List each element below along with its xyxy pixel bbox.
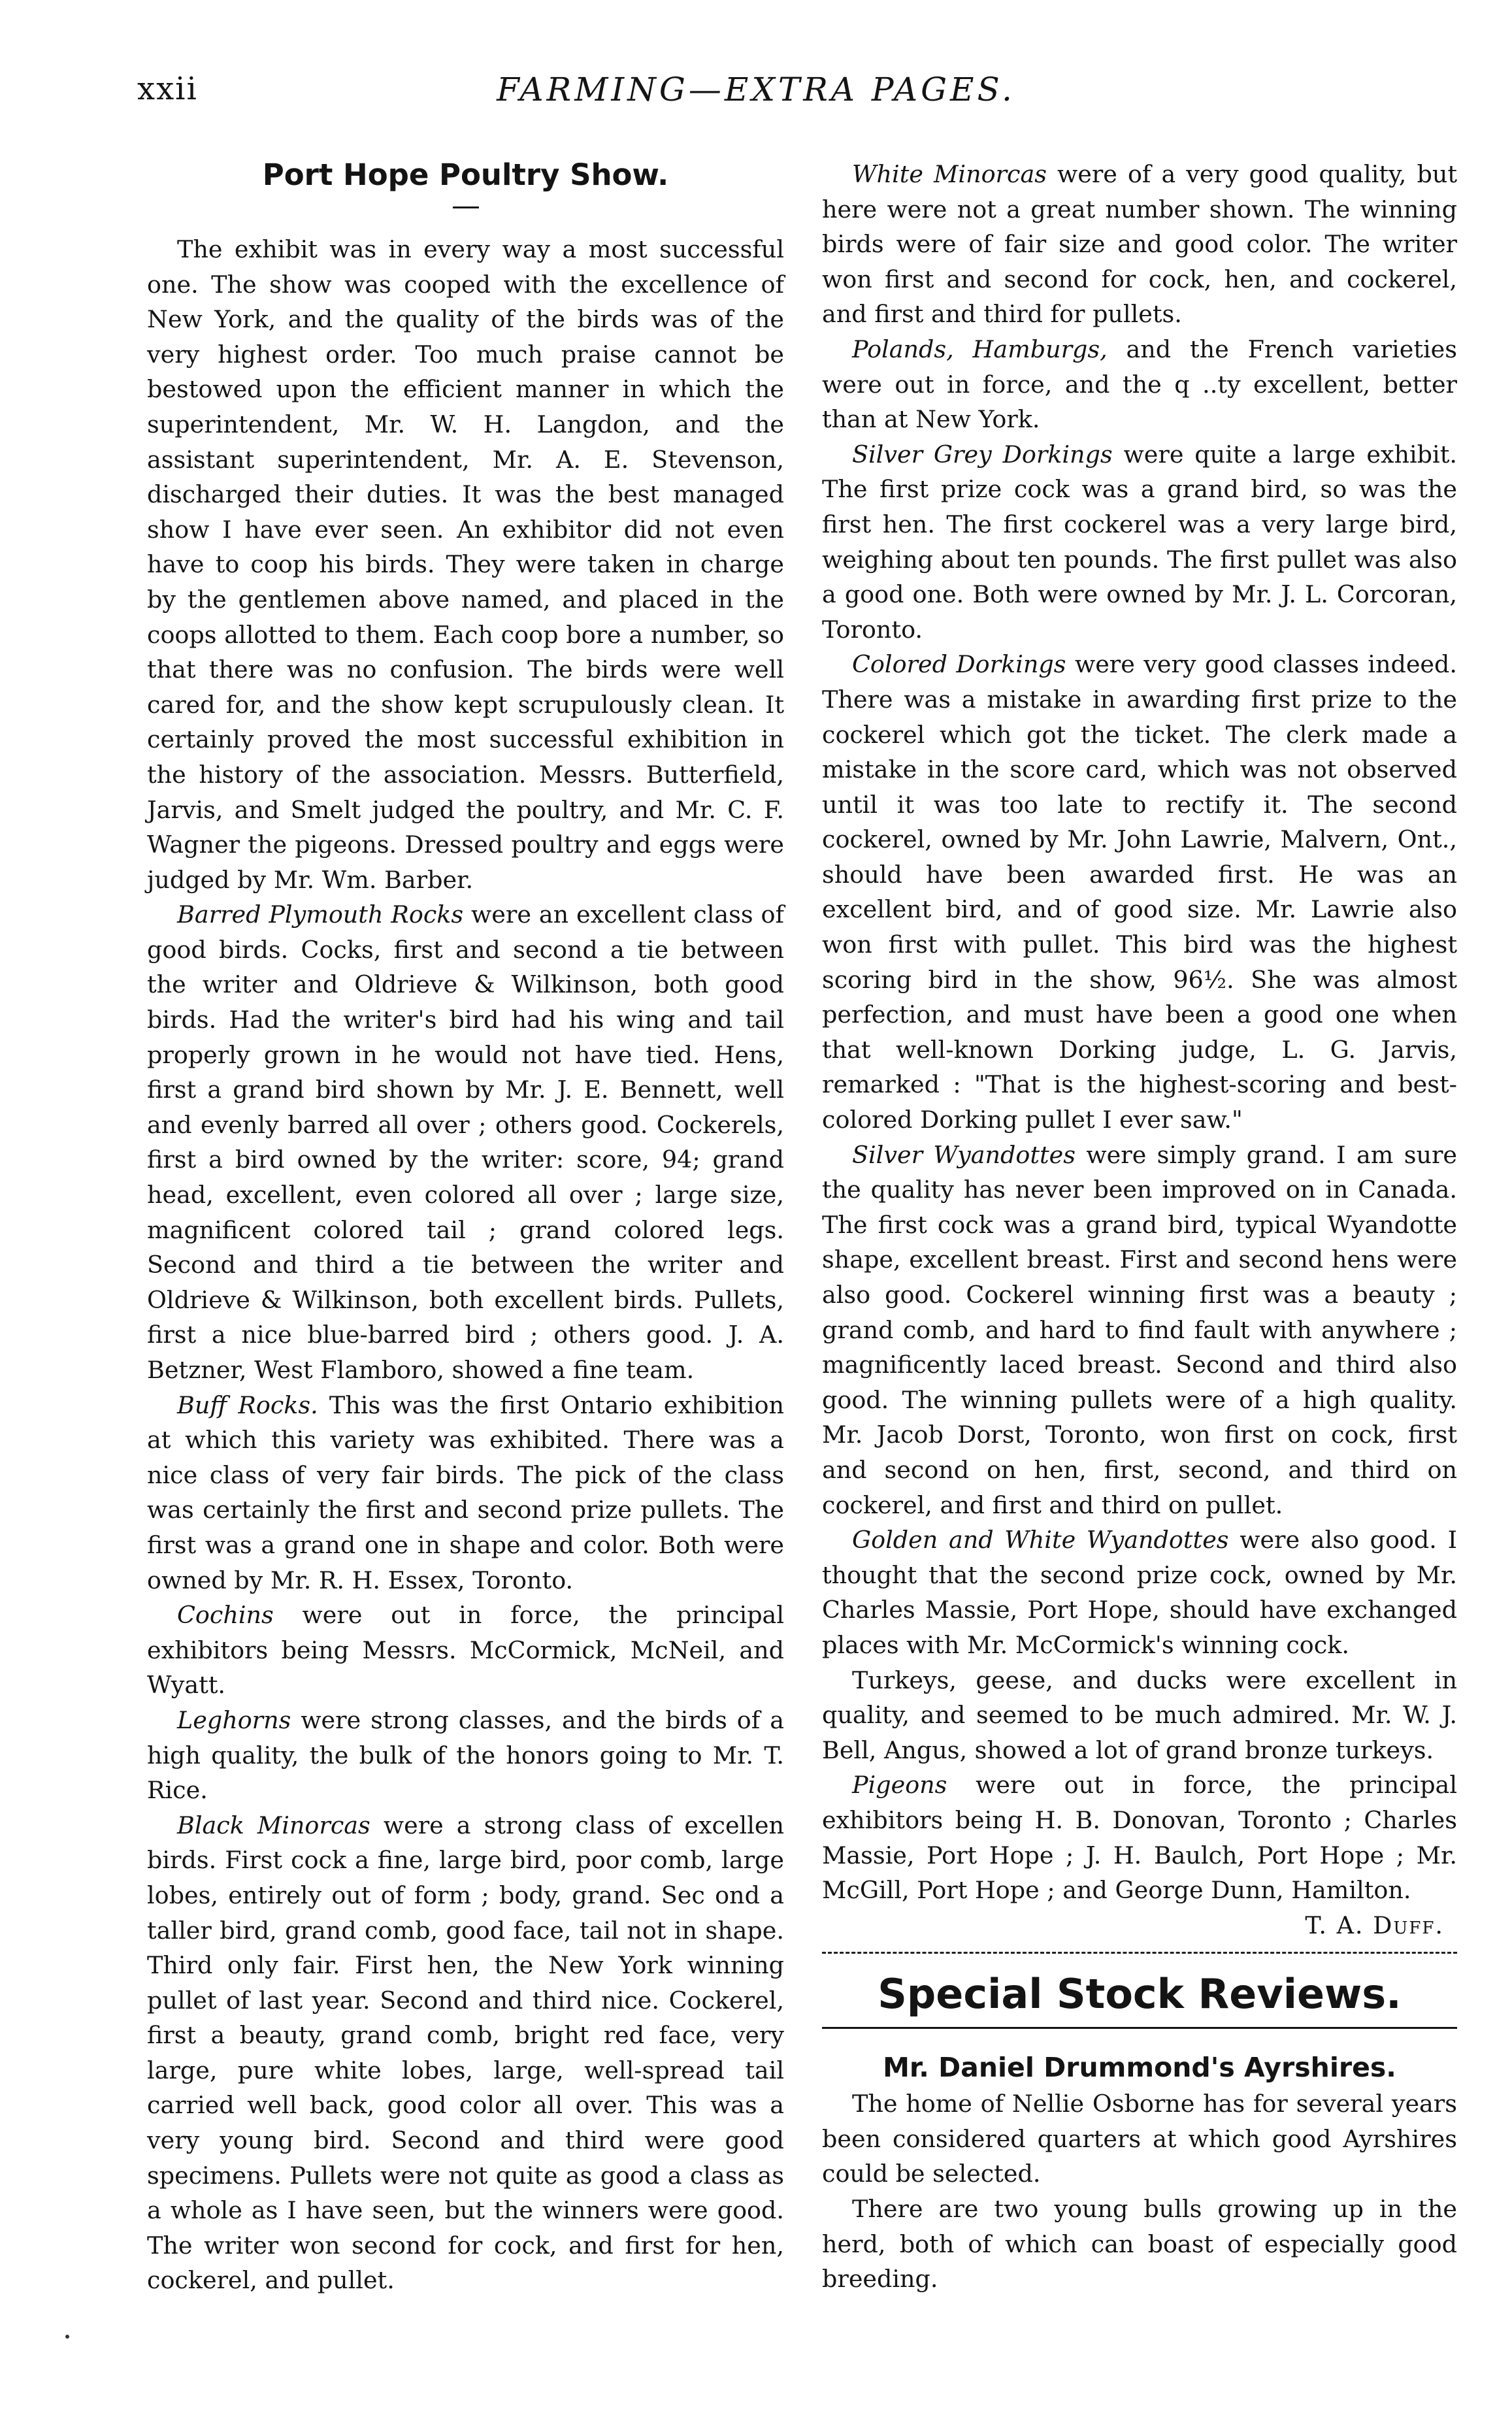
breed-name: Polands, Hamburgs,	[852, 335, 1108, 363]
paragraph-buff-rocks	[147, 1388, 784, 1598]
right-column	[822, 157, 1457, 2297]
paragraph-leghorns	[147, 1703, 784, 1808]
breed-name: Buff Rocks.	[177, 1390, 318, 1419]
breed-name: Leghorns	[177, 1705, 291, 1734]
paragraph-white-minorcas	[822, 157, 1457, 332]
paragraph-text: were a strong class of excellen birds. First cock a fine, large bird, poor comb, large lobes, entirely out of form ; body, grand. Sec ond a taller bird, grand comb, good face, tail not in shape. Third only fair. First hen, the New York winning pullet of last year. Second and third nice. Cockerel, first a beauty, grand comb, bright red face, very large, pure white lobes, large, well-spread tail carried well back, good color all over. This was a very young bird. Second and third were good specimens. Pullets were not quite as good a class as a whole as I have seen, but the winners were good. The writer won second for cock, and first for hen, cockerel, and pullet.	[147, 1811, 784, 2295]
paragraph-barred-rocks	[147, 897, 784, 1387]
page-header	[0, 71, 1512, 123]
byline: T. A. Duff.	[1305, 1911, 1444, 1939]
paragraph-black-minorcas	[147, 1808, 784, 2298]
paragraph-colored-dorkings	[822, 647, 1457, 1137]
paragraph-text: were out in force, the principal exhibitors being H. B. Donovan, Toronto ; Charles Massie, Port Hope ; J. H. Baulch, Port Hope ; Mr. McGill, Port Hope ; and George Dunn, Hamilton.	[822, 1771, 1457, 1905]
paragraph-pigeons	[822, 1768, 1457, 1907]
paragraph-text: were of a very good quality, but here were not a great number shown. The winning birds were of fair size and good color. The writer won first and second for cock, hen, and cockerel, and first and third for pullets.	[822, 160, 1457, 329]
paragraph-silver-grey-dorkings	[822, 437, 1457, 648]
breed-name: Black Minorcas	[177, 1811, 370, 1839]
ink-speck	[65, 2335, 69, 2339]
breed-name: Pigeons	[852, 1771, 947, 1800]
breed-name: Silver Wyandottes	[852, 1140, 1076, 1169]
section-title: Special Stock Reviews.	[878, 1970, 1402, 2018]
paragraph-silver-wyandottes	[822, 1138, 1457, 1523]
intro-paragraph: The exhibit was in every way a most successful one. The show was cooped with the excellence of New York, and the quality of the birds was of the very highest order. Too much praise cannot be bestowed upon the efficient manner in which the superintendent, Mr. W. H. Langdon, and the assistant superintendent, Mr. A. E. Stevenson, discharged their duties. It was the best managed show I have ever seen. An exhibitor did not even have to coop his birds. They were taken in charge by the gentlemen above named, and placed in the coops allotted to them. Each coop bore a number, so that there was no confusion. The birds were well cared for, and the show kept scrupulously clean. It certainly proved the most successful exhibition in the history of the association. Messrs. Butterfield, Jarvis, and Smelt judged the poultry, and Mr. C. F. Wagner the pigeons. Dressed poultry and eggs were judged by Mr. Wm. Barber.	[147, 235, 784, 894]
paragraph-polands	[822, 332, 1457, 437]
breed-name: Barred Plymouth Rocks	[177, 900, 464, 929]
left-column	[147, 157, 784, 2298]
article-title: Port Hope Poultry Show.	[262, 157, 669, 192]
paragraph-text: were strong classes, and the birds of a high quality, the bulk of the honors going to Mr. T. Rice.	[147, 1705, 784, 1805]
breed-name: Golden and White Wyandottes	[852, 1526, 1229, 1554]
breed-name: White Minorcas	[852, 160, 1047, 188]
paragraph-turkeys: Turkeys, geese, and ducks were excellent in quality, and seemed to be much admired. Mr. W. J. Bell, Angus, showed a lot of grand bronze turkeys.	[822, 1666, 1457, 1764]
breed-name: Cochins	[177, 1601, 274, 1630]
paragraph-text: were quite a large exhibit. The first prize cock was a grand bird, so was the first hen. The first cockerel was a very large bird, weighing about ten pounds. The first pullet was also a good one. Both were owned by Mr. J. L. Corcoran, Toronto.	[822, 440, 1457, 644]
paragraph-text: were simply grand. I am sure the quality has never been improved on in Canada. The first cock was a grand bird, typical Wyandotte shape, excellent breast. First and second hens were also good. Cockerel winning first was a beauty ; grand comb, and hard to find fault with anywhere ; magnificently laced breast. Second and third also good. The winning pullets were of a high quality. Mr. Jacob Dorst, Toronto, won first on cock, first and second on hen, first, second, and third on cockerel, and first and third on pullet.	[822, 1140, 1457, 1519]
paragraph-golden-wyandottes	[822, 1522, 1457, 1662]
title-dash	[453, 206, 479, 208]
paragraph-text: and the French varieties were out in force, and the q ..ty excellent, better than at New York.	[822, 335, 1457, 434]
breed-name: Silver Grey Dorkings	[852, 440, 1113, 469]
paragraph-text: were out in force, the principal exhibitors being Messrs. McCormick, McNeil, and Wyatt.	[147, 1601, 784, 1700]
paragraph-text: were an excellent class of good birds. Cocks, first and second a tie between the writer and Oldrieve & Wilkinson, both good birds. Had the writer's bird had his wing and tail properly grown in he would not have tied. Hens, first a grand bird shown by Mr. J. E. Bennett, well and evenly barred all over ; others good. Cockerels, first a bird owned by the writer: score, 94; grand head, excellent, even colored all over ; large size, magnificent colored tail ; grand colored legs. Second and third a tie between the writer and Oldrieve & Wilkinson, both excellent birds. Pullets, first a nice blue-barred bird ; others good. J. A. Betzner, West Flamboro, showed a fine team.	[147, 900, 784, 1384]
paragraph-text: were also good. I thought that the second prize cock, owned by Mr. Charles Massie, Port Hope, should have exchanged places with Mr. McCormick's winning cock.	[822, 1526, 1457, 1659]
paragraph-cochins	[147, 1598, 784, 1703]
paragraph-text: This was the first Ontario exhibition at which this variety was exhibited. There was a nice class of very fair birds. The pick of the class was certainly the first and second prize pullets. The first was a grand one in shape and color. Both were owned by Mr. R. H. Essex, Toronto.	[147, 1390, 784, 1594]
section-underline	[822, 2027, 1457, 2029]
review-title: Mr. Daniel Drummond's Ayrshires.	[883, 2052, 1396, 2084]
breed-name: Colored Dorkings	[852, 650, 1066, 679]
page-number: xxii	[137, 71, 198, 107]
review-paragraph-2: There are two young bulls growing up in the herd, both of which can boast of especially good breeding.	[822, 2195, 1457, 2294]
review-paragraph-1: The home of Nellie Osborne has for several years been considered quarters at which good Ayrshires could be selected.	[822, 2090, 1457, 2188]
paragraph-text: were very good classes indeed. There was a mistake in awarding first prize to the cockerel which got the ticket. The clerk made a mistake in the score card, which was not observed until it was too late to rectify it. The second cockerel, owned by Mr. John Lawrie, Malvern, Ont., should have been awarded first. He was an excellent bird, and of good size. Mr. Lawrie also won first with pullet. This bird was the highest scoring bird in the show, 96½. She was almost perfection, and must have been a good one when that well-known Dorking judge, L. G. Jarvis, remarked : "That is the highest-scoring and best-colored Dorking pullet I ever saw."	[822, 650, 1457, 1134]
running-head: FARMING—EXTRA PAGES.	[497, 71, 1015, 108]
section-divider	[822, 1952, 1457, 1960]
